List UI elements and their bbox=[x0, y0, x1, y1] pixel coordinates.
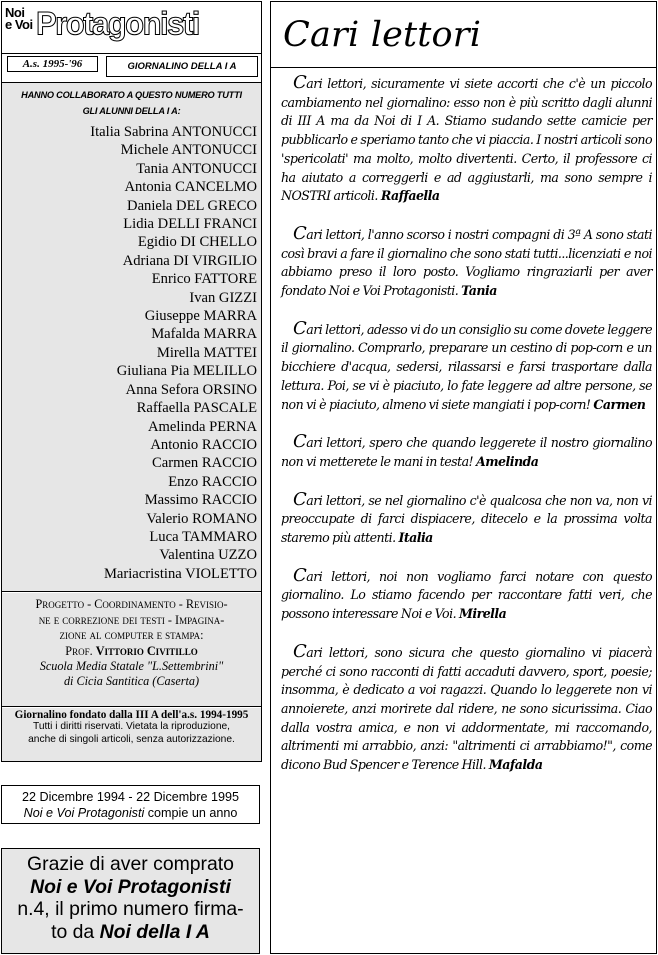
credits-prof-prefix: Prof. bbox=[65, 643, 93, 658]
thanks-line4 bbox=[2, 921, 259, 944]
credits-school bbox=[2, 659, 261, 689]
contributor-name: Antonia CANCELMO bbox=[124, 179, 257, 196]
newspaper-subtitle: GIORNALINO DELLA I A bbox=[106, 56, 258, 77]
letter-spacer bbox=[281, 624, 652, 643]
credits-professor bbox=[2, 644, 261, 659]
thanks-line1: Grazie di aver comprato bbox=[27, 853, 234, 875]
contributor-name: Mafalda MARRA bbox=[151, 326, 257, 343]
contributor-name: Mariacristina VIOLETTO bbox=[103, 565, 257, 582]
masthead-small-line2: e Voi bbox=[5, 17, 33, 32]
founded-note: Giornalino fondato dalla III A dell'a.s. 1994-1995 bbox=[14, 709, 249, 721]
contributor-name: Valerio ROMANO bbox=[146, 510, 257, 527]
letter-signature: Raffaella bbox=[380, 188, 440, 204]
letter-paragraph bbox=[281, 222, 652, 301]
thanks-box bbox=[1, 848, 260, 954]
letter-spacer bbox=[281, 414, 652, 433]
thanks-class-name: Noi della I A bbox=[99, 920, 210, 943]
thanks-title: Noi e Voi Protagonisti bbox=[30, 875, 231, 898]
letter-paragraph bbox=[281, 640, 652, 775]
letter-text: ari lettori, adesso vi do un consiglio su come dovete leggere il giornalino. Comprarlo, preparare un cestino di pop-corn e un bicchiere d'acqua, sedersi, rilassarsi e farsi trasportare dalla lettura. Poi, se vi è piaciuto, lo fate leggere ad altre persone, se non vi è piaciuto, almeno vi siete mangiati i pop-corn! bbox=[281, 321, 652, 412]
letter-signature: Mirella bbox=[459, 606, 507, 622]
contributor-name: Daniela DEL GRECO bbox=[127, 197, 257, 214]
letter-spacer bbox=[281, 206, 652, 225]
contributor-name: Ivan GIZZI bbox=[189, 289, 257, 306]
letter-paragraph bbox=[281, 488, 652, 548]
contributor-name: Anna Sefora ORSINO bbox=[125, 381, 257, 398]
contributors-heading bbox=[2, 83, 261, 119]
contributor-name: Luca TAMMARO bbox=[149, 528, 257, 545]
contributor-name: Enrico FATTORE bbox=[151, 271, 257, 288]
letter-signature: Carmen bbox=[593, 396, 646, 412]
contributor-name: Adriana DI VIRGILIO bbox=[122, 252, 257, 269]
editorial-panel bbox=[270, 1, 657, 954]
letter-spacer bbox=[281, 548, 652, 567]
letter-initial: C bbox=[293, 317, 307, 339]
contributor-name: Mirella MATTEI bbox=[156, 344, 257, 361]
contributor-name: Massimo RACCIO bbox=[144, 492, 257, 509]
letter-signature: Italia bbox=[398, 530, 433, 546]
masthead bbox=[2, 2, 261, 54]
contributor-name: Antonio RACCIO bbox=[150, 436, 257, 453]
contributor-name: Egidio DI CHELLO bbox=[137, 234, 257, 251]
contributor-name: Raffaella PASCALE bbox=[136, 400, 257, 417]
school-year-label: A.s. 1995-'96 bbox=[7, 56, 98, 72]
letter-text: ari lettori, spero che quando leggerete il nostro giornalino non vi metterete le mani in testa! bbox=[281, 435, 652, 469]
info-sidebar bbox=[1, 1, 262, 762]
letter-initial: C bbox=[293, 640, 307, 662]
letter-signature: Amelinda bbox=[476, 453, 539, 469]
credits-roles bbox=[2, 597, 261, 644]
credits-line: ne e correzione dei testi - Impagina- bbox=[38, 612, 225, 627]
letter-spacer bbox=[281, 472, 652, 491]
credits-line: zione al computer e stampa: bbox=[59, 628, 204, 643]
contributor-name: Carmen RACCIO bbox=[152, 455, 257, 472]
letter-text: ari lettori, sono sicura che questo giornalino vi piacerà perché ci sono racconti di fatti accaduti davvero, sport, poesie; insomma, è dedicato a voi ragazzi. Quando lo leggerete non vi annoierete, anzi morirete dal ridere, ne sono sicurissima. Ciao dalla vostra amica, e non vi addormentate, mi raccomando, altrimenti mi arrabbio, anzi: "altrimenti ci arrabbiamo!", come dicono Bud Spencer e Terence Hill. bbox=[281, 644, 652, 773]
letter-paragraph bbox=[281, 74, 652, 206]
letters-container bbox=[271, 74, 656, 952]
credits-line: Progetto - Coordinamento - Revisio- bbox=[35, 597, 228, 611]
editorial-title: Cari lettori bbox=[283, 15, 482, 55]
anniversary-box bbox=[1, 785, 260, 824]
school-name: Scuola Media Statale "L.Settembrini" bbox=[39, 658, 224, 673]
credits-section bbox=[2, 593, 261, 707]
rights-line: Tutti i diritti riservati. Vietata la riproduzione, bbox=[32, 721, 231, 733]
letter-text: ari lettori, sicuramente vi siete accorti che c'è un piccolo cambiamento nel giornalino: esso non è più scritto dagli alunni di III A ma da Noi di I A. Stiamo sudando sette camicie per pubblicarlo e speriamo tanto che vi piaccia. I nostri articoli sono 'spericolati' ma molto, molto divertenti. Certo, il professore ci ha aiutato a correggerli e ad aggiustarli, ma sono sempre i NOSTRI articoli. bbox=[281, 76, 652, 204]
contributor-name: Tania ANTONUCCI bbox=[136, 160, 257, 177]
letter-signature: Mafalda bbox=[488, 757, 543, 773]
letter-signature: Tania bbox=[461, 283, 497, 299]
letter-initial: C bbox=[293, 222, 307, 244]
letter-text: ari lettori, se nel giornalino c'è qualcosa che non va, non vi preoccupate di farci dispiacere, ditecelo e la prossima volta staremo più attenti. bbox=[281, 492, 652, 546]
thanks-line3: n.4, il primo numero firma- bbox=[17, 898, 244, 921]
letter-text: ari lettori, l'anno scorso i nostri compagni di 3ª A sono stati così bravi a fare il giornalino che sono stati tutti...licenziati e noi abbiamo preso il loro posto. Vogliamo ringraziarli per aver fondato Noi e Voi Protagonisti. bbox=[281, 226, 652, 299]
anniversary-tail: compie un anno bbox=[147, 806, 238, 820]
letter-paragraph bbox=[281, 433, 652, 471]
contributors-heading-line2: GLI ALUNNI DELLA I A: bbox=[82, 106, 181, 116]
school-location: di Cicia Santitica (Caserta) bbox=[63, 673, 200, 688]
credits-prof-name: Vittorio Civitillo bbox=[95, 643, 198, 658]
letter-paragraph bbox=[281, 317, 652, 415]
contributor-name: Enzo RACCIO bbox=[168, 473, 257, 490]
contributor-name: Giuseppe MARRA bbox=[144, 308, 257, 325]
contributors-list bbox=[2, 123, 261, 583]
letter-initial: C bbox=[293, 431, 307, 453]
letter-spacer bbox=[281, 301, 652, 320]
letter-initial: C bbox=[293, 488, 307, 510]
contributors-section bbox=[2, 82, 261, 592]
anniversary-text bbox=[2, 805, 259, 821]
editorial-title-box bbox=[271, 2, 656, 68]
letter-initial: C bbox=[293, 72, 307, 93]
contributor-name: Lidia DELLI FRANCI bbox=[123, 216, 257, 233]
letter-initial: C bbox=[293, 564, 307, 586]
letter-paragraph bbox=[281, 564, 652, 624]
contributors-heading-line1: HANNO COLLABORATO A QUESTO NUMERO TUTTI bbox=[21, 90, 242, 100]
contributor-name: Giuliana Pia MELILLO bbox=[116, 363, 257, 380]
masthead-title: Protagonisti bbox=[36, 5, 199, 42]
rights-line: anche di singoli articoli, senza autorizzazione. bbox=[28, 733, 235, 745]
anniversary-dates: 22 Dicembre 1994 - 22 Dicembre 1995 bbox=[21, 790, 239, 804]
contributor-name: Amelinda PERNA bbox=[147, 418, 257, 435]
masthead-small-line1: Noi bbox=[5, 5, 25, 20]
contributor-name: Valentina UZZO bbox=[159, 547, 257, 564]
letter-text: ari lettori, noi non vogliamo farci notare con questo giornalino. Lo stiamo facendo per raccontare fatti veri, che possono interessare Noi e Voi. bbox=[281, 568, 652, 622]
anniversary-title: Noi e Voi Protagonisti bbox=[23, 806, 145, 820]
contributor-name: Michele ANTONUCCI bbox=[120, 142, 257, 159]
rights-notice bbox=[2, 708, 261, 761]
thanks-line4-prefix: to da bbox=[51, 920, 95, 943]
masthead-noi-e-voi bbox=[5, 7, 33, 31]
contributor-name: Italia Sabrina ANTONUCCI bbox=[90, 124, 257, 140]
